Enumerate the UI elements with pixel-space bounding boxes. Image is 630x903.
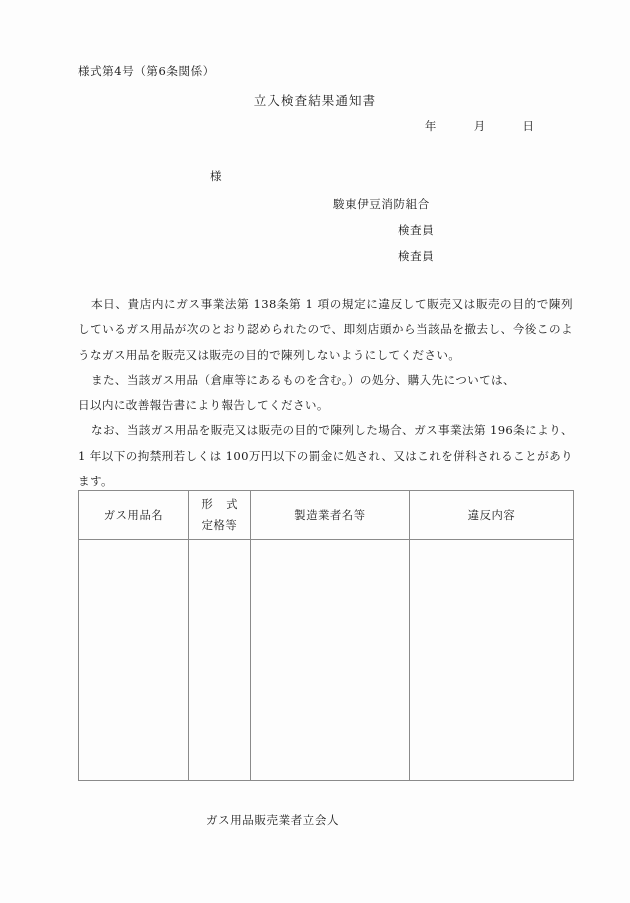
paragraph-violation-notice: 本日、貴店内にガス事業法第 138条第 1 項の規定に違反して販売又は販売の目的で陳列しているガス用品が次のとおり認められたので、即刻店頭から当該品を撤去し、今後このようなガス用品を販売又は販売の目的で陳列しないようにしてください。 [78, 297, 573, 362]
column-header-manufacturer: 製造業者名等 [251, 491, 410, 540]
cell-violation[interactable] [410, 540, 574, 781]
violation-table [78, 490, 574, 781]
column-header-model-rating [189, 491, 251, 540]
document-title: 立入検査結果通知書 [253, 93, 377, 108]
body-text [78, 292, 573, 494]
inspector-name-line-2: 検査員 [398, 249, 435, 263]
column-header-model-line-2: 定格等 [201, 518, 238, 532]
year-label: 年 [424, 119, 437, 133]
paragraph-disposal-request: また、当該ガス用品（倉庫等にあるものを含む。）の処分、購入先については、 [91, 372, 515, 387]
paragraph-report-deadline: 日以内に改善報告書により報告してください。 [78, 398, 329, 413]
table-row[interactable] [79, 540, 574, 781]
footer-witness-label: ガス用品販売業者立会人 [206, 813, 340, 827]
cell-product-name[interactable] [79, 540, 189, 781]
inspector-name-line-1: 検査員 [398, 223, 435, 237]
column-header-product-name: ガス用品名 [79, 491, 189, 540]
cell-model-rating[interactable] [189, 540, 251, 781]
addressee-honorific: 様 [210, 169, 223, 183]
column-header-model-line-1: 形 式 [201, 498, 243, 512]
month-label: 月 [473, 119, 486, 133]
issuer-organization: 駿東伊豆消防組合 [333, 197, 430, 211]
column-header-violation: 違反内容 [410, 491, 574, 540]
day-label: 日 [522, 119, 534, 133]
table-header-row [79, 491, 574, 540]
form-number: 様式第4号（第6条関係） [78, 64, 215, 78]
date-line [425, 118, 534, 134]
paragraph-penalty-notice: なお、当該ガス用品を販売又は販売の目的で陳列した場合、ガス事業法第 196条により、 1 年以下の拘禁刑若しくは 100万円以下の罰金に処され、又はこれを併科されることがあります。 [78, 423, 573, 489]
cell-manufacturer[interactable] [251, 540, 410, 781]
